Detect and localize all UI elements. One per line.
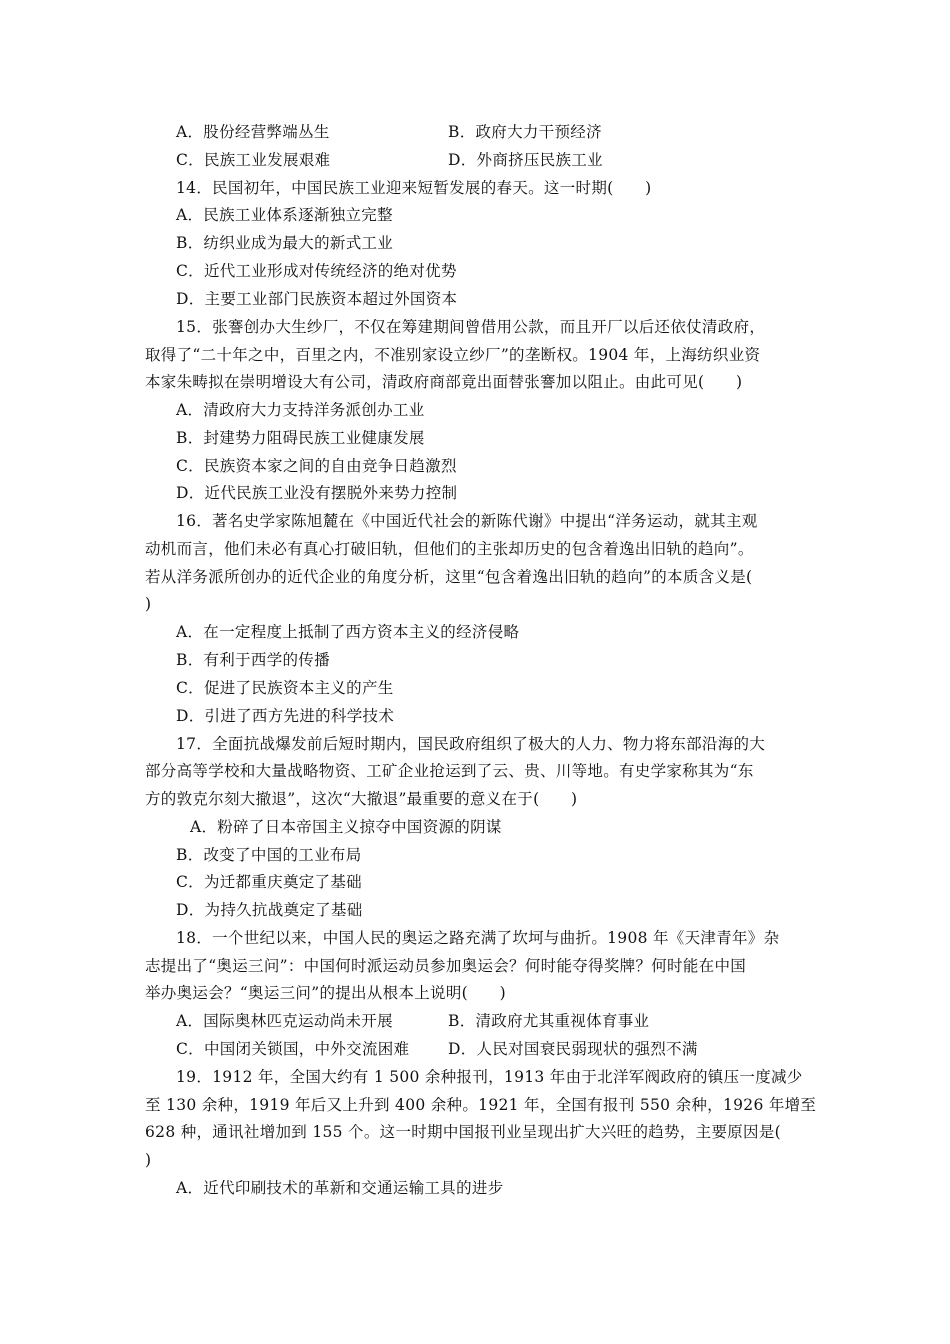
- q15-stem-line-3: 本家朱畴拟在崇明增设大有公司，清政府商部竟出面替张謇加以阻止。由此可见( ): [145, 373, 743, 391]
- q16-option-c: C．促进了民族资本主义的产生: [176, 679, 394, 697]
- q14-option-b: B．纺织业成为最大的新式工业: [176, 234, 394, 252]
- q17-stem-line-3: 方的敦克尔刻大撤退”，这次“大撤退”最重要的意义在于( ): [145, 790, 578, 808]
- q17-option-b: B．改变了中国的工业布局: [176, 846, 362, 864]
- q17-stem-line-1: 17．全面抗战爆发前后短时期内，国民政府组织了极大的人力、物力将东部沿海的大: [176, 735, 766, 753]
- q16-stem-line-2: 动机而言，他们未必有真心打破旧轨，但他们的主张却历史的包含着逸出旧轨的趋向”。: [145, 540, 754, 558]
- q16-option-b: B．有利于西学的传播: [176, 651, 330, 669]
- q17-option-c: C．为迁都重庆奠定了基础: [176, 873, 362, 891]
- q13-option-a: A．股份经营弊端丛生: [176, 123, 330, 141]
- q14-option-d: D．主要工业部门民族资本超过外国资本: [176, 290, 458, 308]
- q13-option-b: B．政府大力干预经济: [448, 123, 602, 141]
- q18-stem-line-3: 举办奥运会？“奥运三问”的提出从根本上说明( ): [145, 984, 506, 1002]
- q14-stem: 14．民国初年，中国民族工业迎来短暂发展的春天。这一时期( ): [176, 179, 652, 197]
- q19-stem-line-1: 19．1912 年，全国大约有 1 500 余种报刊，1913 年由于北洋军阀政府的镇压一度减少: [176, 1068, 803, 1086]
- q14-option-c: C．近代工业形成对传统经济的绝对优势: [176, 262, 457, 280]
- q13-option-c: C．民族工业发展艰难: [176, 151, 331, 169]
- q19-stem-line-2: 至 130 余种，1919 年后又上升到 400 余种。1921 年，全国有报刊 550 余种，1926 年增至: [145, 1096, 817, 1114]
- q16-option-d: D．引进了西方先进的科学技术: [176, 707, 395, 725]
- q18-option-c: C．中国闭关锁国，中外交流困难: [176, 1040, 410, 1058]
- q16-stem-line-3: 若从洋务派所创办的近代企业的角度分析，这里“包含着逸出旧轨的趋向”的本质含义是(: [145, 568, 753, 586]
- q18-option-a: A．国际奥林匹克运动尚未开展: [176, 1012, 393, 1030]
- q15-option-a: A．清政府大力支持洋务派创办工业: [176, 401, 425, 419]
- q15-stem-line-1: 15．张謇创办大生纱厂，不仅在筹建期间曾借用公款，而且开厂以后还依仗清政府，: [176, 318, 766, 336]
- q14-option-a: A．民族工业体系逐渐独立完整: [176, 206, 393, 224]
- q17-stem-line-2: 部分高等学校和大量战略物资、工矿企业抢运到了云、贵、川等地。有史学家称其为“东: [145, 762, 754, 780]
- q15-option-d: D．近代民族工业没有摆脱外来势力控制: [176, 484, 458, 502]
- q13-option-d: D．外商挤压民族工业: [448, 151, 603, 169]
- q18-stem-line-1: 18．一个世纪以来，中国人民的奥运之路充满了坎坷与曲折。1908 年《天津青年》杂: [176, 929, 780, 947]
- q17-option-a: A．粉碎了日本帝国主义掠夺中国资源的阴谋: [190, 818, 502, 836]
- q16-stem-line-1: 16．著名史学家陈旭麓在《中国近代社会的新陈代谢》中提出“洋务运动，就其主观: [176, 512, 758, 530]
- q15-stem-line-2: 取得了“二十年之中，百里之内，不准别家设立纱厂”的垄断权。1904 年，上海纺织业资: [145, 346, 761, 364]
- q18-option-d: D．人民对国衰民弱现状的强烈不满: [448, 1040, 698, 1058]
- q19-stem-line-3: 628 种，通讯社增加到 155 个。这一时期中国报刊业呈现出扩大兴旺的趋势，主要原因是(: [145, 1123, 781, 1141]
- q18-stem-line-2: 志提出了“奥运三问”：中国何时派运动员参加奥运会？何时能夺得奖牌？何时能在中国: [145, 957, 747, 975]
- q18-option-b: B．清政府尤其重视体育事业: [448, 1012, 650, 1030]
- q19-option-a: A．近代印刷技术的革新和交通运输工具的进步: [176, 1179, 504, 1197]
- q15-option-c: C．民族资本家之间的自由竞争日趋激烈: [176, 457, 457, 475]
- q16-stem-line-4: ): [145, 595, 152, 613]
- q19-stem-line-4: ): [145, 1151, 152, 1169]
- q17-option-d: D．为持久抗战奠定了基础: [176, 901, 363, 919]
- q15-option-b: B．封建势力阻碍民族工业健康发展: [176, 429, 425, 447]
- q16-option-a: A．在一定程度上抵制了西方资本主义的经济侵略: [176, 623, 520, 641]
